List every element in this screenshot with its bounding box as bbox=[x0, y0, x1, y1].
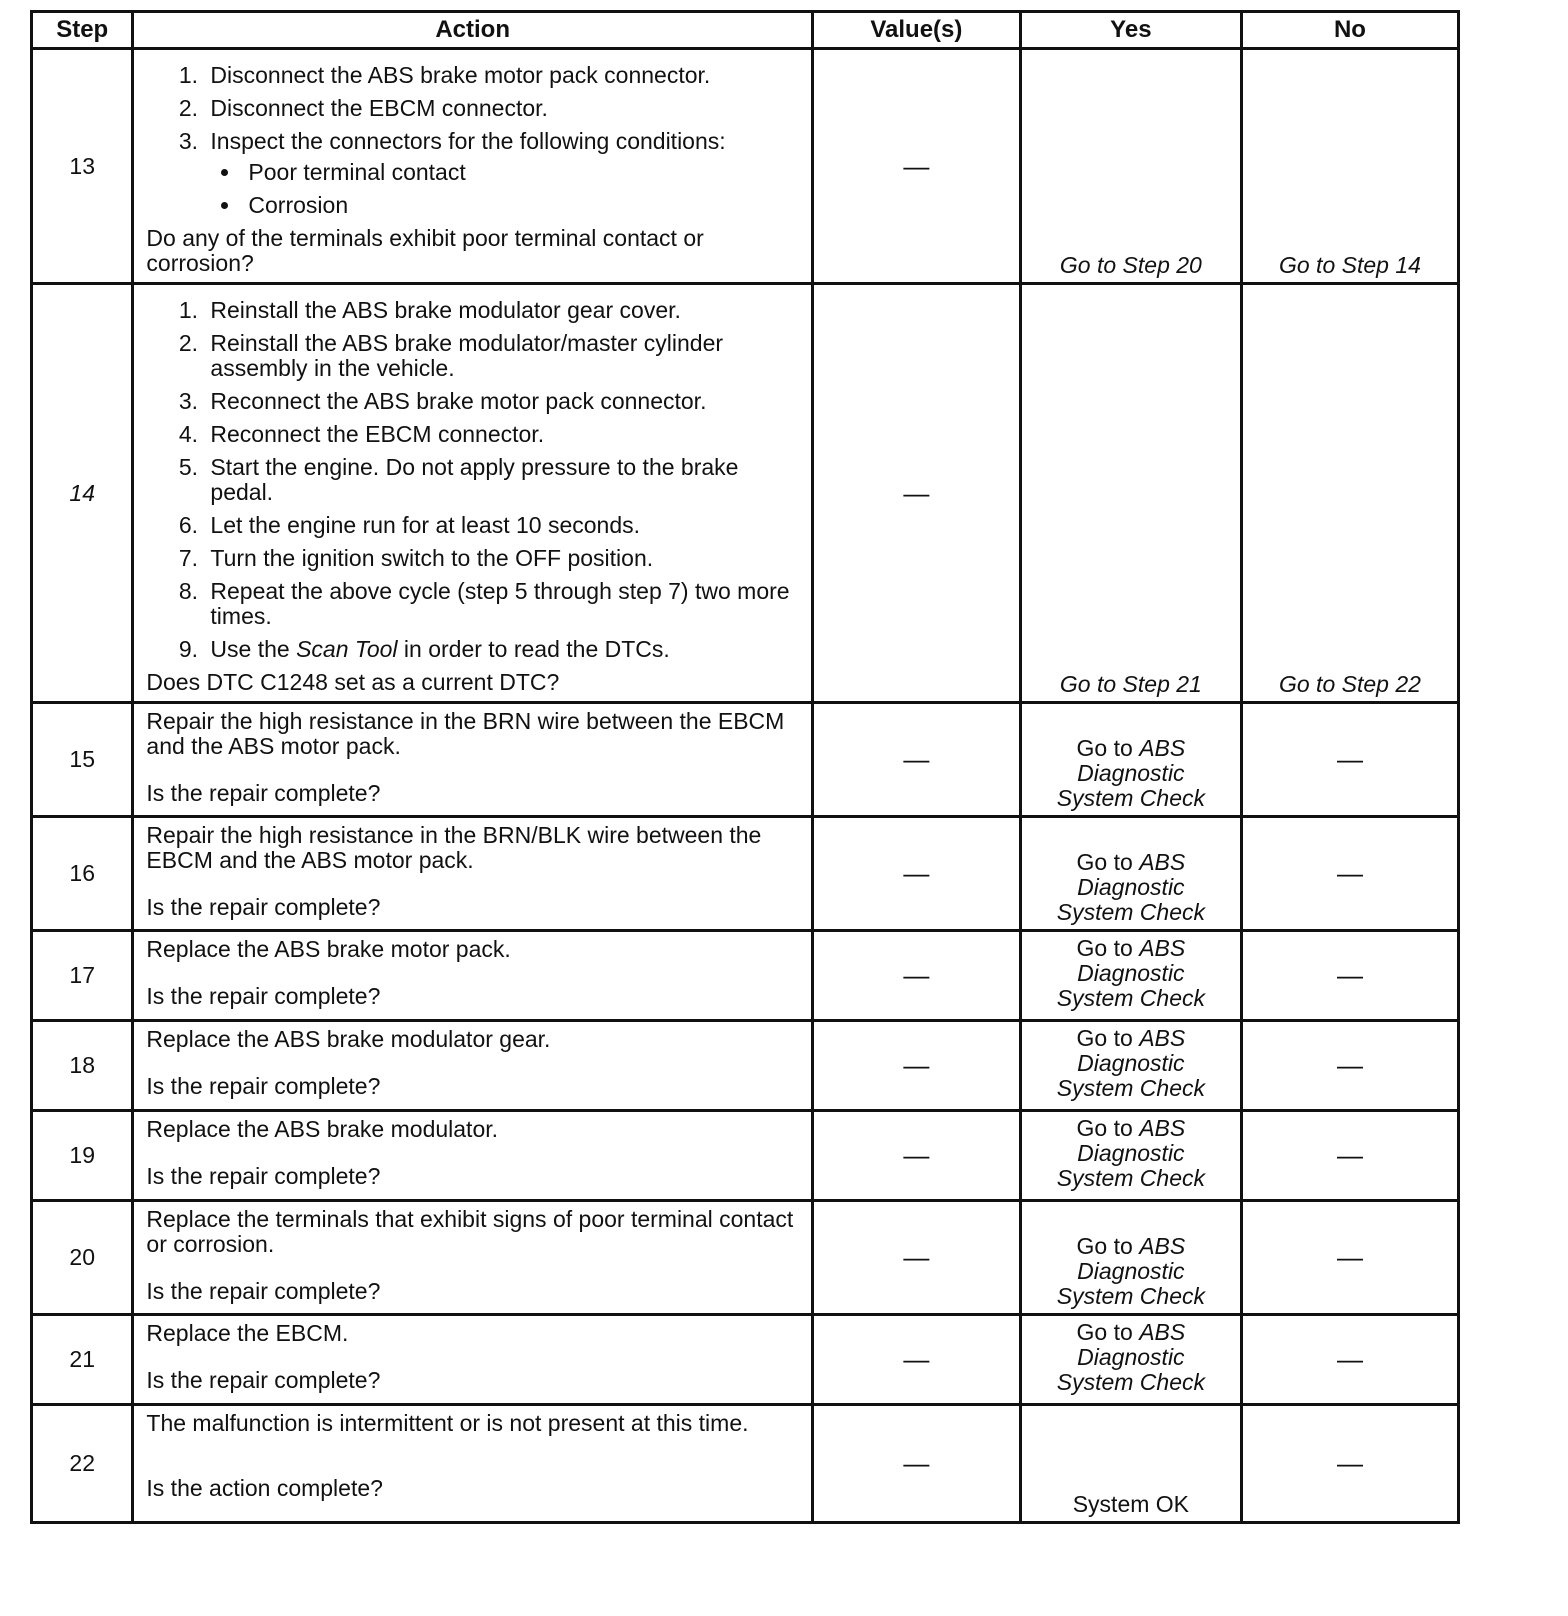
action-question: Is the repair complete? bbox=[146, 1367, 381, 1393]
goto-target: System Check bbox=[1056, 1165, 1205, 1191]
table-row bbox=[32, 1201, 1459, 1315]
action-cell bbox=[133, 1201, 813, 1315]
no-cell: — bbox=[1241, 1021, 1458, 1111]
step-number: 13 bbox=[32, 49, 133, 284]
action-question: Is the repair complete? bbox=[146, 1278, 381, 1304]
action-cell bbox=[133, 931, 813, 1021]
no-cell: Go to Step 22 bbox=[1241, 284, 1458, 703]
goto-target: ABS bbox=[1139, 935, 1186, 961]
action-step: 2. Reinstall the ABS brake modulator/master cylinder assembly in the vehicle. bbox=[204, 331, 801, 381]
action-question: Do any of the terminals exhibit poor terminal contact or corrosion? bbox=[146, 225, 704, 276]
yes-goto bbox=[1022, 850, 1240, 875]
table-row bbox=[32, 1111, 1459, 1201]
goto-target: ABS bbox=[1139, 1319, 1186, 1345]
action-step: 4. Reconnect the EBCM connector. bbox=[204, 422, 801, 447]
action-text: Repair the high resistance in the BRN/BLK wire between the EBCM and the ABS motor pack. bbox=[146, 822, 762, 873]
goto-target: System Check bbox=[1056, 1075, 1205, 1101]
goto-prefix: Go to bbox=[1076, 849, 1133, 875]
step-number: 22 bbox=[32, 1405, 133, 1523]
value-cell: — bbox=[812, 817, 1020, 931]
goto-prefix: Go to bbox=[1076, 1233, 1133, 1259]
yes-goto bbox=[1022, 736, 1240, 761]
no-cell: — bbox=[1241, 1315, 1458, 1405]
action-text: Replace the ABS brake modulator. bbox=[146, 1116, 499, 1142]
condition-item: • Corrosion bbox=[242, 193, 801, 218]
action-step-text: Inspect the connectors for the following conditions: bbox=[210, 128, 726, 154]
scan-tool-term: Scan Tool bbox=[296, 636, 398, 662]
table-row bbox=[32, 49, 1459, 284]
goto-target: ABS bbox=[1139, 1025, 1186, 1051]
step-number: 19 bbox=[32, 1111, 133, 1201]
no-cell: — bbox=[1241, 931, 1458, 1021]
value-cell: — bbox=[812, 1405, 1020, 1523]
goto-prefix: Go to bbox=[1076, 1319, 1133, 1345]
header-values: Value(s) bbox=[812, 12, 1020, 49]
action-step bbox=[204, 129, 801, 218]
yes-goto bbox=[1022, 936, 1240, 961]
action-step: 8. Repeat the above cycle (step 5 through step 7) two more times. bbox=[204, 579, 801, 629]
goto-target: ABS bbox=[1139, 1233, 1186, 1259]
no-cell: Go to Step 14 bbox=[1241, 49, 1458, 284]
goto-target: System Check bbox=[1056, 985, 1205, 1011]
header-no: No bbox=[1241, 12, 1458, 49]
yes-goto bbox=[1022, 1320, 1240, 1345]
action-step: 7. Turn the ignition switch to the OFF position. bbox=[204, 546, 801, 571]
no-cell: — bbox=[1241, 1111, 1458, 1201]
table-row bbox=[32, 1315, 1459, 1405]
goto-prefix: Go to bbox=[1076, 1115, 1133, 1141]
goto-target: Diagnostic bbox=[1077, 1258, 1185, 1284]
no-cell: — bbox=[1241, 703, 1458, 817]
action-step bbox=[204, 637, 801, 662]
goto-target: Diagnostic bbox=[1077, 1344, 1185, 1370]
goto-target: Diagnostic bbox=[1077, 960, 1185, 986]
action-step: 1. Reinstall the ABS brake modulator gear cover. bbox=[204, 298, 801, 323]
no-cell: — bbox=[1241, 1405, 1458, 1523]
diagnostic-table bbox=[30, 10, 1460, 1524]
table-row bbox=[32, 817, 1459, 931]
action-cell bbox=[133, 49, 813, 284]
action-steps bbox=[146, 63, 801, 218]
action-text: Repair the high resistance in the BRN wire between the EBCM and the ABS motor pack. bbox=[146, 708, 785, 759]
step-number: 17 bbox=[32, 931, 133, 1021]
step-number: 15 bbox=[32, 703, 133, 817]
goto-target: System Check bbox=[1056, 1283, 1205, 1309]
action-text: Replace the ABS brake modulator gear. bbox=[146, 1026, 551, 1052]
goto-prefix: Go to bbox=[1076, 935, 1133, 961]
action-text: The malfunction is intermittent or is not present at this time. bbox=[146, 1410, 749, 1436]
action-steps bbox=[146, 298, 801, 662]
value-cell: — bbox=[812, 1021, 1020, 1111]
yes-cell bbox=[1020, 1201, 1241, 1315]
action-cell bbox=[133, 1405, 813, 1523]
action-question: Is the action complete? bbox=[146, 1475, 383, 1501]
step-number: 18 bbox=[32, 1021, 133, 1111]
action-cell bbox=[133, 703, 813, 817]
action-cell bbox=[133, 817, 813, 931]
goto-target: System Check bbox=[1056, 899, 1205, 925]
goto-target: Diagnostic bbox=[1077, 874, 1185, 900]
goto-target: ABS bbox=[1139, 1115, 1186, 1141]
action-step-text: Use the bbox=[210, 636, 290, 662]
value-cell: — bbox=[812, 49, 1020, 284]
no-cell: — bbox=[1241, 817, 1458, 931]
yes-cell bbox=[1020, 931, 1241, 1021]
condition-list bbox=[210, 160, 801, 218]
header-row bbox=[32, 12, 1459, 49]
yes-cell: Go to Step 20 bbox=[1020, 49, 1241, 284]
step-number: 21 bbox=[32, 1315, 133, 1405]
yes-cell bbox=[1020, 1315, 1241, 1405]
yes-cell: Go to Step 21 bbox=[1020, 284, 1241, 703]
goto-target: Diagnostic bbox=[1077, 1140, 1185, 1166]
action-question: Does DTC C1248 set as a current DTC? bbox=[146, 669, 560, 695]
yes-cell bbox=[1020, 817, 1241, 931]
value-cell: — bbox=[812, 703, 1020, 817]
yes-cell bbox=[1020, 1111, 1241, 1201]
goto-target: System Check bbox=[1056, 785, 1205, 811]
action-step: 3. Reconnect the ABS brake motor pack connector. bbox=[204, 389, 801, 414]
action-text: Replace the terminals that exhibit signs of poor terminal contact or corrosion. bbox=[146, 1206, 794, 1257]
value-cell: — bbox=[812, 1315, 1020, 1405]
action-cell bbox=[133, 1111, 813, 1201]
condition-item: • Poor terminal contact bbox=[242, 160, 801, 185]
action-question: Is the repair complete? bbox=[146, 894, 381, 920]
yes-goto bbox=[1022, 1116, 1240, 1141]
yes-cell bbox=[1020, 1021, 1241, 1111]
value-cell: — bbox=[812, 1111, 1020, 1201]
table-row bbox=[32, 1405, 1459, 1523]
action-step: 5. Start the engine. Do not apply pressure to the brake pedal. bbox=[204, 455, 801, 505]
yes-goto bbox=[1022, 1026, 1240, 1051]
value-cell: — bbox=[812, 1201, 1020, 1315]
action-cell bbox=[133, 284, 813, 703]
action-cell bbox=[133, 1315, 813, 1405]
yes-cell bbox=[1020, 703, 1241, 817]
header-step: Step bbox=[32, 12, 133, 49]
action-question: Is the repair complete? bbox=[146, 780, 381, 806]
table-row bbox=[32, 1021, 1459, 1111]
step-number: 16 bbox=[32, 817, 133, 931]
table-row bbox=[32, 703, 1459, 817]
action-question: Is the repair complete? bbox=[146, 983, 381, 1009]
action-question: Is the repair complete? bbox=[146, 1163, 381, 1189]
action-step: 6. Let the engine run for at least 10 seconds. bbox=[204, 513, 801, 538]
action-question: Is the repair complete? bbox=[146, 1073, 381, 1099]
goto-target: ABS bbox=[1139, 849, 1186, 875]
goto-target: System Check bbox=[1056, 1369, 1205, 1395]
action-step: 1. Disconnect the ABS brake motor pack connector. bbox=[204, 63, 801, 88]
yes-goto bbox=[1022, 1234, 1240, 1259]
no-cell: — bbox=[1241, 1201, 1458, 1315]
action-text: Replace the EBCM. bbox=[146, 1320, 349, 1346]
table-row bbox=[32, 284, 1459, 703]
action-text: Replace the ABS brake motor pack. bbox=[146, 936, 511, 962]
action-cell bbox=[133, 1021, 813, 1111]
goto-target: Diagnostic bbox=[1077, 1050, 1185, 1076]
step-number: 20 bbox=[32, 1201, 133, 1315]
value-cell: — bbox=[812, 931, 1020, 1021]
action-step: 2. Disconnect the EBCM connector. bbox=[204, 96, 801, 121]
goto-target: Diagnostic bbox=[1077, 760, 1185, 786]
yes-cell: System OK bbox=[1020, 1405, 1241, 1523]
header-yes: Yes bbox=[1020, 12, 1241, 49]
step-number: 14 bbox=[32, 284, 133, 703]
goto-target: ABS bbox=[1139, 735, 1186, 761]
goto-prefix: Go to bbox=[1076, 1025, 1133, 1051]
header-action: Action bbox=[133, 12, 813, 49]
value-cell: — bbox=[812, 284, 1020, 703]
table-row bbox=[32, 931, 1459, 1021]
goto-prefix: Go to bbox=[1076, 735, 1133, 761]
action-step-text: in order to read the DTCs. bbox=[403, 636, 670, 662]
